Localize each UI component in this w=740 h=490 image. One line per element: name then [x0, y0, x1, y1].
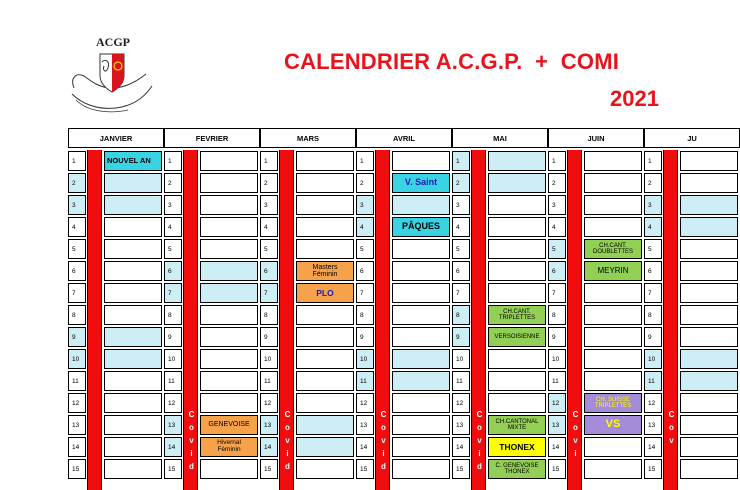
covid-label: C o v i [572, 410, 579, 458]
day-number: 4 [164, 217, 182, 237]
day-number: 7 [356, 283, 374, 303]
day-cell [488, 173, 546, 193]
day-cell [104, 283, 162, 303]
day-number: 4 [68, 217, 86, 237]
day-number: 15 [644, 459, 662, 479]
day-cell [584, 459, 642, 479]
day-cell [680, 349, 738, 369]
day-cell [200, 305, 258, 325]
day-cell [296, 173, 354, 193]
day-cell [488, 349, 546, 369]
day-number: 13 [260, 415, 278, 435]
month-column-avril [356, 128, 452, 480]
covid-label: C o v i d [380, 410, 387, 471]
month-column-mars [260, 128, 356, 480]
day-cell [104, 459, 162, 479]
day-cell [584, 173, 642, 193]
day-number: 14 [68, 437, 86, 457]
covid-label: C o v [668, 410, 675, 445]
day-cell [104, 327, 162, 347]
day-number: 2 [164, 173, 182, 193]
day-number: 10 [68, 349, 86, 369]
day-number: 13 [356, 415, 374, 435]
day-cell [296, 327, 354, 347]
day-cell [200, 371, 258, 391]
day-cell [392, 261, 450, 281]
day-number: 1 [164, 151, 182, 171]
calendar-event[interactable]: MEYRIN [584, 261, 642, 281]
day-number: 2 [644, 173, 662, 193]
acgp-logo [66, 30, 160, 116]
day-number: 2 [548, 173, 566, 193]
day-number: 10 [644, 349, 662, 369]
day-cell [296, 459, 354, 479]
calendar-event[interactable]: CH. SUISSE TRIPLETTES [584, 393, 642, 413]
day-cell [104, 217, 162, 237]
day-number: 11 [68, 371, 86, 391]
calendar-event[interactable]: Masters Féminin [296, 261, 354, 281]
day-number: 10 [548, 349, 566, 369]
day-number: 14 [164, 437, 182, 457]
day-number: 13 [452, 415, 470, 435]
month-header: AVRIL [356, 128, 452, 148]
day-cell [200, 327, 258, 347]
day-number: 3 [356, 195, 374, 215]
day-number: 13 [68, 415, 86, 435]
calendar-event[interactable]: V. Saint [392, 173, 450, 193]
day-number: 15 [260, 459, 278, 479]
covid-strip [183, 150, 198, 490]
day-number: 9 [452, 327, 470, 347]
day-number: 8 [260, 305, 278, 325]
day-number: 7 [644, 283, 662, 303]
day-cell [200, 393, 258, 413]
day-number: 10 [452, 349, 470, 369]
day-cell [680, 371, 738, 391]
month-header: JANVIER [68, 128, 164, 148]
covid-strip [87, 150, 102, 490]
day-number: 5 [548, 239, 566, 259]
day-number: 14 [644, 437, 662, 457]
day-cell [104, 415, 162, 435]
day-number: 15 [356, 459, 374, 479]
calendar-event[interactable]: GENEVOISE [200, 415, 258, 435]
month-column-juin [548, 128, 644, 480]
day-cell [584, 327, 642, 347]
day-number: 3 [260, 195, 278, 215]
day-number: 1 [644, 151, 662, 171]
day-cell [104, 437, 162, 457]
day-number: 14 [356, 437, 374, 457]
day-number: 6 [644, 261, 662, 281]
covid-strip [567, 150, 582, 490]
day-number: 2 [68, 173, 86, 193]
day-number: 4 [260, 217, 278, 237]
day-cell [584, 305, 642, 325]
day-cell [680, 415, 738, 435]
month-column-mai [452, 128, 548, 480]
day-cell [296, 195, 354, 215]
day-number: 10 [164, 349, 182, 369]
calendar-event[interactable]: PÂQUES [392, 217, 450, 237]
day-number: 9 [356, 327, 374, 347]
month-column-fevrier [164, 128, 260, 480]
day-cell [392, 437, 450, 457]
day-cell [104, 393, 162, 413]
day-number: 14 [548, 437, 566, 457]
day-cell [296, 437, 354, 457]
day-cell [296, 349, 354, 369]
day-number: 6 [452, 261, 470, 281]
covid-strip [279, 150, 294, 490]
day-cell [488, 261, 546, 281]
day-number: 1 [548, 151, 566, 171]
day-cell [584, 349, 642, 369]
day-cell [392, 239, 450, 259]
day-number: 12 [356, 393, 374, 413]
day-cell [104, 261, 162, 281]
day-cell [680, 239, 738, 259]
day-cell [488, 393, 546, 413]
month-header: MARS [260, 128, 356, 148]
day-number: 9 [164, 327, 182, 347]
day-number: 7 [260, 283, 278, 303]
day-cell [680, 283, 738, 303]
day-number: 8 [68, 305, 86, 325]
day-cell [392, 195, 450, 215]
day-cell [488, 217, 546, 237]
day-number: 1 [68, 151, 86, 171]
day-cell [200, 173, 258, 193]
day-cell [296, 415, 354, 435]
calendar-event[interactable]: CH.CANTONAL MIXTE [488, 415, 546, 435]
calendar-event[interactable]: C. GENEVOISE THONEX [488, 459, 546, 479]
day-cell [488, 371, 546, 391]
day-number: 9 [644, 327, 662, 347]
day-number: 5 [356, 239, 374, 259]
day-cell [680, 151, 738, 171]
day-number: 2 [260, 173, 278, 193]
day-number: 12 [164, 393, 182, 413]
day-cell [680, 305, 738, 325]
day-number: 11 [452, 371, 470, 391]
day-number: 4 [644, 217, 662, 237]
day-number: 8 [644, 305, 662, 325]
day-number: 5 [260, 239, 278, 259]
day-cell [104, 349, 162, 369]
day-number: 3 [68, 195, 86, 215]
day-number: 12 [260, 393, 278, 413]
day-number: 12 [452, 393, 470, 413]
day-cell [296, 239, 354, 259]
day-number: 11 [260, 371, 278, 391]
day-number: 13 [644, 415, 662, 435]
day-cell [200, 217, 258, 237]
day-number: 3 [548, 195, 566, 215]
day-cell [296, 393, 354, 413]
day-number: 6 [68, 261, 86, 281]
day-cell [584, 195, 642, 215]
calendar-event[interactable]: VERSOISIENNE [488, 327, 546, 347]
logo-text: ACGP [96, 35, 130, 49]
day-cell [200, 239, 258, 259]
day-cell [488, 283, 546, 303]
day-cell [200, 151, 258, 171]
month-header: JU [644, 128, 740, 148]
day-cell [200, 283, 258, 303]
covid-label: C o v i d [284, 410, 291, 471]
month-header: FEVRIER [164, 128, 260, 148]
day-cell [680, 261, 738, 281]
day-number: 8 [548, 305, 566, 325]
day-cell [104, 371, 162, 391]
day-number: 6 [548, 261, 566, 281]
calendar-grid [68, 128, 697, 480]
day-number: 8 [452, 305, 470, 325]
day-cell [392, 327, 450, 347]
day-cell [104, 305, 162, 325]
day-number: 11 [164, 371, 182, 391]
day-number: 1 [452, 151, 470, 171]
day-cell [104, 173, 162, 193]
day-cell [392, 349, 450, 369]
day-number: 3 [644, 195, 662, 215]
day-cell [104, 239, 162, 259]
day-number: 6 [356, 261, 374, 281]
day-number: 15 [548, 459, 566, 479]
day-number: 4 [548, 217, 566, 237]
day-number: 12 [548, 393, 566, 413]
day-cell [680, 195, 738, 215]
day-number: 8 [356, 305, 374, 325]
calendar-event[interactable]: CH.CANT. DOUBLETTES [584, 239, 642, 259]
day-number: 15 [68, 459, 86, 479]
day-number: 2 [452, 173, 470, 193]
month-column-janvier [68, 128, 164, 480]
day-cell [488, 151, 546, 171]
day-cell [200, 459, 258, 479]
covid-strip [471, 150, 486, 490]
day-number: 3 [452, 195, 470, 215]
day-number: 1 [356, 151, 374, 171]
covid-strip [375, 150, 390, 490]
day-cell [680, 327, 738, 347]
day-number: 8 [164, 305, 182, 325]
day-cell [392, 459, 450, 479]
day-cell [488, 195, 546, 215]
day-number: 5 [644, 239, 662, 259]
day-number: 9 [68, 327, 86, 347]
day-number: 11 [644, 371, 662, 391]
day-number: 14 [452, 437, 470, 457]
day-cell [296, 217, 354, 237]
day-cell [584, 371, 642, 391]
day-number: 11 [356, 371, 374, 391]
day-cell [584, 217, 642, 237]
day-number: 9 [260, 327, 278, 347]
day-number: 15 [452, 459, 470, 479]
day-cell [680, 217, 738, 237]
month-header: JUIN [548, 128, 644, 148]
day-number: 6 [260, 261, 278, 281]
day-number: 10 [356, 349, 374, 369]
day-cell [296, 305, 354, 325]
day-number: 13 [548, 415, 566, 435]
calendar-event[interactable]: VS [584, 415, 642, 435]
day-number: 7 [452, 283, 470, 303]
day-number: 4 [452, 217, 470, 237]
day-cell [680, 173, 738, 193]
day-cell [680, 459, 738, 479]
calendar-event[interactable]: NOUVEL AN [104, 151, 162, 171]
day-number: 13 [164, 415, 182, 435]
day-number: 7 [68, 283, 86, 303]
day-number: 5 [68, 239, 86, 259]
day-cell [392, 283, 450, 303]
day-cell [104, 195, 162, 215]
day-cell [392, 393, 450, 413]
day-number: 15 [164, 459, 182, 479]
day-number: 6 [164, 261, 182, 281]
day-cell [392, 151, 450, 171]
day-cell [392, 371, 450, 391]
day-number: 1 [260, 151, 278, 171]
day-cell [488, 239, 546, 259]
day-number: 4 [356, 217, 374, 237]
day-number: 7 [548, 283, 566, 303]
day-number: 3 [164, 195, 182, 215]
day-number: 9 [548, 327, 566, 347]
day-cell [680, 393, 738, 413]
day-number: 11 [548, 371, 566, 391]
calendar-event[interactable]: CH.CANT. TRIPLETTES [488, 305, 546, 325]
day-cell [200, 349, 258, 369]
year-label: 2021 [610, 86, 659, 111]
day-cell [680, 437, 738, 457]
day-number: 2 [356, 173, 374, 193]
day-cell [584, 437, 642, 457]
calendar-event[interactable]: THONEX [488, 437, 546, 457]
day-cell [296, 371, 354, 391]
day-number: 5 [164, 239, 182, 259]
day-number: 12 [644, 393, 662, 413]
day-cell [200, 195, 258, 215]
day-cell [584, 151, 642, 171]
day-number: 14 [260, 437, 278, 457]
covid-strip [663, 150, 678, 490]
day-cell [584, 283, 642, 303]
covid-label: C o v i d [188, 410, 195, 471]
page-title: CALENDRIER A.C.G.P. + COMI [284, 49, 620, 74]
calendar-event[interactable]: Hivernal Féminin [200, 437, 258, 457]
day-cell [200, 261, 258, 281]
calendar-event[interactable]: PLO [296, 283, 354, 303]
month-column-ju [644, 128, 740, 480]
day-number: 7 [164, 283, 182, 303]
day-number: 10 [260, 349, 278, 369]
day-cell [392, 415, 450, 435]
covid-label: C o v i d [476, 410, 483, 471]
month-header: MAI [452, 128, 548, 148]
day-number: 5 [452, 239, 470, 259]
day-number: 12 [68, 393, 86, 413]
day-cell [296, 151, 354, 171]
day-cell [392, 305, 450, 325]
